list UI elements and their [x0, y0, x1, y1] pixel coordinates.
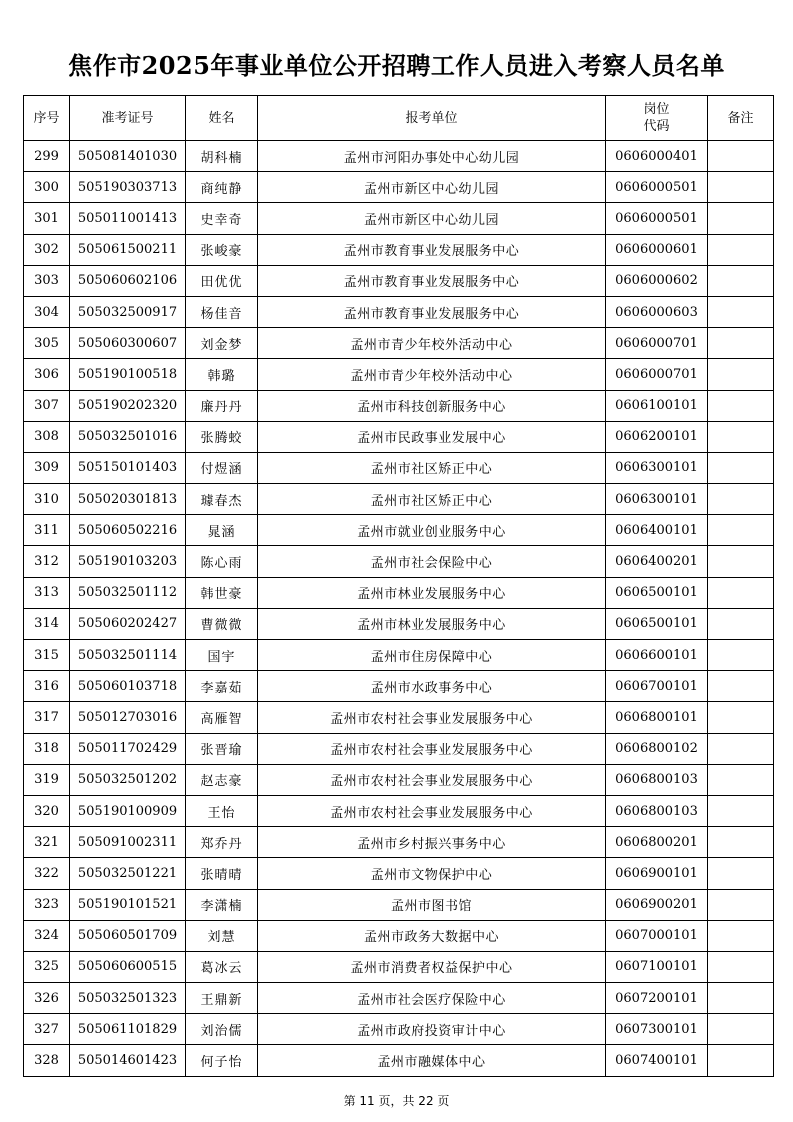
cell-exam-id: 505032501323 [70, 983, 186, 1014]
cell-name: 葛冰云 [186, 951, 258, 982]
cell-exam-id: 505150101403 [70, 452, 186, 483]
cell-seq: 304 [24, 296, 70, 327]
cell-post-code: 0606000603 [606, 296, 708, 327]
cell-seq: 320 [24, 795, 70, 826]
cell-unit: 孟州市青少年校外活动中心 [258, 328, 606, 359]
table-row [24, 827, 774, 858]
cell-remark [708, 452, 774, 483]
cell-name: 赵志豪 [186, 764, 258, 795]
cell-seq: 327 [24, 1014, 70, 1045]
cell-remark [708, 172, 774, 203]
cell-remark [708, 141, 774, 172]
cell-post-code: 0606100101 [606, 390, 708, 421]
cell-remark [708, 390, 774, 421]
cell-post-code: 0606800201 [606, 827, 708, 858]
cell-name: 王鼎新 [186, 983, 258, 1014]
cell-unit: 孟州市新区中心幼儿园 [258, 203, 606, 234]
cell-remark [708, 484, 774, 515]
cell-remark [708, 1014, 774, 1045]
cell-exam-id: 505061500211 [70, 234, 186, 265]
cell-remark [708, 920, 774, 951]
cell-unit: 孟州市农村社会事业发展服务中心 [258, 733, 606, 764]
table-row [24, 515, 774, 546]
table-row [24, 889, 774, 920]
cell-unit: 孟州市青少年校外活动中心 [258, 359, 606, 390]
cell-unit: 孟州市林业发展服务中心 [258, 577, 606, 608]
cell-name: 曹微微 [186, 608, 258, 639]
table-row [24, 141, 774, 172]
cell-name: 韩世豪 [186, 577, 258, 608]
cell-seq: 323 [24, 889, 70, 920]
cell-name: 张晋瑜 [186, 733, 258, 764]
cell-post-code: 0606000701 [606, 359, 708, 390]
cell-seq: 309 [24, 452, 70, 483]
cell-exam-id: 505014601423 [70, 1045, 186, 1076]
cell-unit: 孟州市社区矫正中心 [258, 452, 606, 483]
cell-name: 王怡 [186, 795, 258, 826]
cell-name: 高雁智 [186, 702, 258, 733]
table-row [24, 328, 774, 359]
cell-unit: 孟州市科技创新服务中心 [258, 390, 606, 421]
cell-unit: 孟州市农村社会事业发展服务中心 [258, 764, 606, 795]
cell-exam-id: 505060501709 [70, 920, 186, 951]
cell-name: 陈心雨 [186, 546, 258, 577]
cell-post-code: 0606900101 [606, 858, 708, 889]
table-row [24, 640, 774, 671]
cell-unit: 孟州市农村社会事业发展服务中心 [258, 795, 606, 826]
cell-seq: 328 [24, 1045, 70, 1076]
cell-exam-id: 505060300607 [70, 328, 186, 359]
cell-seq: 314 [24, 608, 70, 639]
cell-exam-id: 505190202320 [70, 390, 186, 421]
table-row [24, 858, 774, 889]
cell-name: 韩璐 [186, 359, 258, 390]
cell-seq: 321 [24, 827, 70, 858]
cell-exam-id: 505012703016 [70, 702, 186, 733]
cell-seq: 302 [24, 234, 70, 265]
cell-post-code: 0606800102 [606, 733, 708, 764]
cell-seq: 326 [24, 983, 70, 1014]
cell-remark [708, 764, 774, 795]
cell-unit: 孟州市教育事业发展服务中心 [258, 265, 606, 296]
cell-unit: 孟州市政务大数据中心 [258, 920, 606, 951]
cell-remark [708, 328, 774, 359]
cell-exam-id: 505060600515 [70, 951, 186, 982]
cell-post-code: 0607200101 [606, 983, 708, 1014]
table-row [24, 421, 774, 452]
cell-exam-id: 505190101521 [70, 889, 186, 920]
cell-name: 付煜涵 [186, 452, 258, 483]
cell-exam-id: 505032500917 [70, 296, 186, 327]
cell-name: 李嘉茹 [186, 671, 258, 702]
cell-unit: 孟州市新区中心幼儿园 [258, 172, 606, 203]
cell-exam-id: 505011001413 [70, 203, 186, 234]
cell-post-code: 0606300101 [606, 452, 708, 483]
cell-unit: 孟州市社会医疗保险中心 [258, 983, 606, 1014]
cell-remark [708, 702, 774, 733]
cell-remark [708, 608, 774, 639]
cell-name: 璩春杰 [186, 484, 258, 515]
table-row [24, 577, 774, 608]
cell-remark [708, 359, 774, 390]
cell-exam-id: 505190303713 [70, 172, 186, 203]
cell-unit: 孟州市河阳办事处中心幼儿园 [258, 141, 606, 172]
cell-name: 商纯静 [186, 172, 258, 203]
cell-remark [708, 234, 774, 265]
cell-unit: 孟州市融媒体中心 [258, 1045, 606, 1076]
cell-name: 田优优 [186, 265, 258, 296]
cell-post-code: 0606700101 [606, 671, 708, 702]
cell-exam-id: 505060202427 [70, 608, 186, 639]
cell-seq: 300 [24, 172, 70, 203]
cell-seq: 316 [24, 671, 70, 702]
cell-post-code: 0607000101 [606, 920, 708, 951]
table-row [24, 671, 774, 702]
header-exam-id: 准考证号 [70, 96, 186, 141]
table-row [24, 296, 774, 327]
table-row [24, 390, 774, 421]
cell-remark [708, 515, 774, 546]
cell-name: 刘金梦 [186, 328, 258, 359]
cell-remark [708, 421, 774, 452]
table-row [24, 733, 774, 764]
cell-seq: 311 [24, 515, 70, 546]
table-row [24, 1045, 774, 1076]
cell-seq: 315 [24, 640, 70, 671]
cell-seq: 301 [24, 203, 70, 234]
cell-name: 张晴晴 [186, 858, 258, 889]
cell-seq: 313 [24, 577, 70, 608]
cell-exam-id: 505091002311 [70, 827, 186, 858]
table-row [24, 920, 774, 951]
page-footer: 第 11 页，共 22 页 [343, 1094, 450, 1108]
cell-remark [708, 1045, 774, 1076]
table-row [24, 234, 774, 265]
cell-remark [708, 733, 774, 764]
cell-exam-id: 505190103203 [70, 546, 186, 577]
table-row [24, 951, 774, 982]
cell-exam-id: 505032501114 [70, 640, 186, 671]
cell-seq: 305 [24, 328, 70, 359]
cell-post-code: 0606000701 [606, 328, 708, 359]
cell-remark [708, 983, 774, 1014]
table-row [24, 795, 774, 826]
cell-exam-id: 505190100909 [70, 795, 186, 826]
cell-name: 国宇 [186, 640, 258, 671]
cell-seq: 325 [24, 951, 70, 982]
header-post-code-line2: 代码 [643, 119, 670, 134]
cell-post-code: 0606000501 [606, 172, 708, 203]
cell-unit: 孟州市社会保险中心 [258, 546, 606, 577]
cell-post-code: 0606800101 [606, 702, 708, 733]
cell-seq: 322 [24, 858, 70, 889]
cell-remark [708, 296, 774, 327]
cell-name: 晁涵 [186, 515, 258, 546]
cell-remark [708, 671, 774, 702]
cell-remark [708, 858, 774, 889]
cell-post-code: 0606500101 [606, 608, 708, 639]
cell-exam-id: 505032501221 [70, 858, 186, 889]
cell-seq: 299 [24, 141, 70, 172]
cell-post-code: 0606000401 [606, 141, 708, 172]
cell-post-code: 0606800103 [606, 795, 708, 826]
cell-exam-id: 505060103718 [70, 671, 186, 702]
cell-name: 郑乔丹 [186, 827, 258, 858]
cell-exam-id: 505032501202 [70, 764, 186, 795]
cell-post-code: 0606600101 [606, 640, 708, 671]
cell-name: 杨佳音 [186, 296, 258, 327]
cell-unit: 孟州市农村社会事业发展服务中心 [258, 702, 606, 733]
cell-seq: 318 [24, 733, 70, 764]
cell-exam-id: 505190100518 [70, 359, 186, 390]
cell-unit: 孟州市文物保护中心 [258, 858, 606, 889]
cell-remark [708, 265, 774, 296]
header-post-code-line1: 岗位 [643, 102, 670, 117]
cell-name: 李潇楠 [186, 889, 258, 920]
cell-unit: 孟州市教育事业发展服务中心 [258, 234, 606, 265]
table-row [24, 203, 774, 234]
cell-unit: 孟州市林业发展服务中心 [258, 608, 606, 639]
table-row [24, 172, 774, 203]
table-row [24, 546, 774, 577]
cell-name: 何子怡 [186, 1045, 258, 1076]
cell-unit: 孟州市社区矫正中心 [258, 484, 606, 515]
header-name: 姓名 [186, 96, 258, 141]
cell-seq: 306 [24, 359, 70, 390]
cell-remark [708, 546, 774, 577]
cell-unit: 孟州市水政事务中心 [258, 671, 606, 702]
table-body [24, 141, 774, 1077]
cell-unit: 孟州市消费者权益保护中心 [258, 951, 606, 982]
cell-seq: 308 [24, 421, 70, 452]
table-row [24, 1014, 774, 1045]
cell-remark [708, 795, 774, 826]
cell-exam-id: 505061101829 [70, 1014, 186, 1045]
cell-post-code: 0606200101 [606, 421, 708, 452]
cell-post-code: 0606000501 [606, 203, 708, 234]
cell-post-code: 0607400101 [606, 1045, 708, 1076]
table-header-row [24, 96, 774, 141]
table-row [24, 484, 774, 515]
cell-exam-id: 505060502216 [70, 515, 186, 546]
cell-remark [708, 203, 774, 234]
cell-name: 胡科楠 [186, 141, 258, 172]
cell-name: 刘治儒 [186, 1014, 258, 1045]
cell-remark [708, 640, 774, 671]
header-unit: 报考单位 [258, 96, 606, 141]
table-row [24, 608, 774, 639]
document-title: 焦作市2025年事业单位公开招聘工作人员进入考察人员名单 [68, 51, 725, 80]
cell-name: 张峻豪 [186, 234, 258, 265]
table-row [24, 702, 774, 733]
cell-seq: 317 [24, 702, 70, 733]
cell-remark [708, 577, 774, 608]
candidate-table [23, 95, 774, 1077]
cell-post-code: 0606900201 [606, 889, 708, 920]
header-seq: 序号 [24, 96, 70, 141]
cell-name: 张腾蛟 [186, 421, 258, 452]
cell-seq: 307 [24, 390, 70, 421]
cell-unit: 孟州市政府投资审计中心 [258, 1014, 606, 1045]
cell-seq: 312 [24, 546, 70, 577]
cell-post-code: 0606800103 [606, 764, 708, 795]
table-row [24, 764, 774, 795]
cell-post-code: 0606300101 [606, 484, 708, 515]
cell-post-code: 0606500101 [606, 577, 708, 608]
header-remark: 备注 [708, 96, 774, 141]
cell-unit: 孟州市民政事业发展中心 [258, 421, 606, 452]
cell-unit: 孟州市乡村振兴事务中心 [258, 827, 606, 858]
cell-name: 刘慧 [186, 920, 258, 951]
cell-remark [708, 827, 774, 858]
cell-remark [708, 889, 774, 920]
header-post-code [606, 96, 708, 141]
cell-remark [708, 951, 774, 982]
cell-exam-id: 505032501016 [70, 421, 186, 452]
table-row [24, 983, 774, 1014]
cell-unit: 孟州市就业创业服务中心 [258, 515, 606, 546]
cell-seq: 324 [24, 920, 70, 951]
cell-post-code: 0606400101 [606, 515, 708, 546]
cell-unit: 孟州市教育事业发展服务中心 [258, 296, 606, 327]
table-row [24, 265, 774, 296]
cell-exam-id: 505011702429 [70, 733, 186, 764]
cell-seq: 303 [24, 265, 70, 296]
cell-exam-id: 505060602106 [70, 265, 186, 296]
table-row [24, 359, 774, 390]
cell-seq: 319 [24, 764, 70, 795]
table-row [24, 452, 774, 483]
cell-name: 廉丹丹 [186, 390, 258, 421]
cell-seq: 310 [24, 484, 70, 515]
cell-exam-id: 505032501112 [70, 577, 186, 608]
cell-unit: 孟州市图书馆 [258, 889, 606, 920]
cell-post-code: 0607300101 [606, 1014, 708, 1045]
cell-post-code: 0606000602 [606, 265, 708, 296]
cell-post-code: 0607100101 [606, 951, 708, 982]
cell-post-code: 0606400201 [606, 546, 708, 577]
cell-unit: 孟州市住房保障中心 [258, 640, 606, 671]
cell-name: 史幸奇 [186, 203, 258, 234]
cell-exam-id: 505081401030 [70, 141, 186, 172]
cell-post-code: 0606000601 [606, 234, 708, 265]
cell-exam-id: 505020301813 [70, 484, 186, 515]
